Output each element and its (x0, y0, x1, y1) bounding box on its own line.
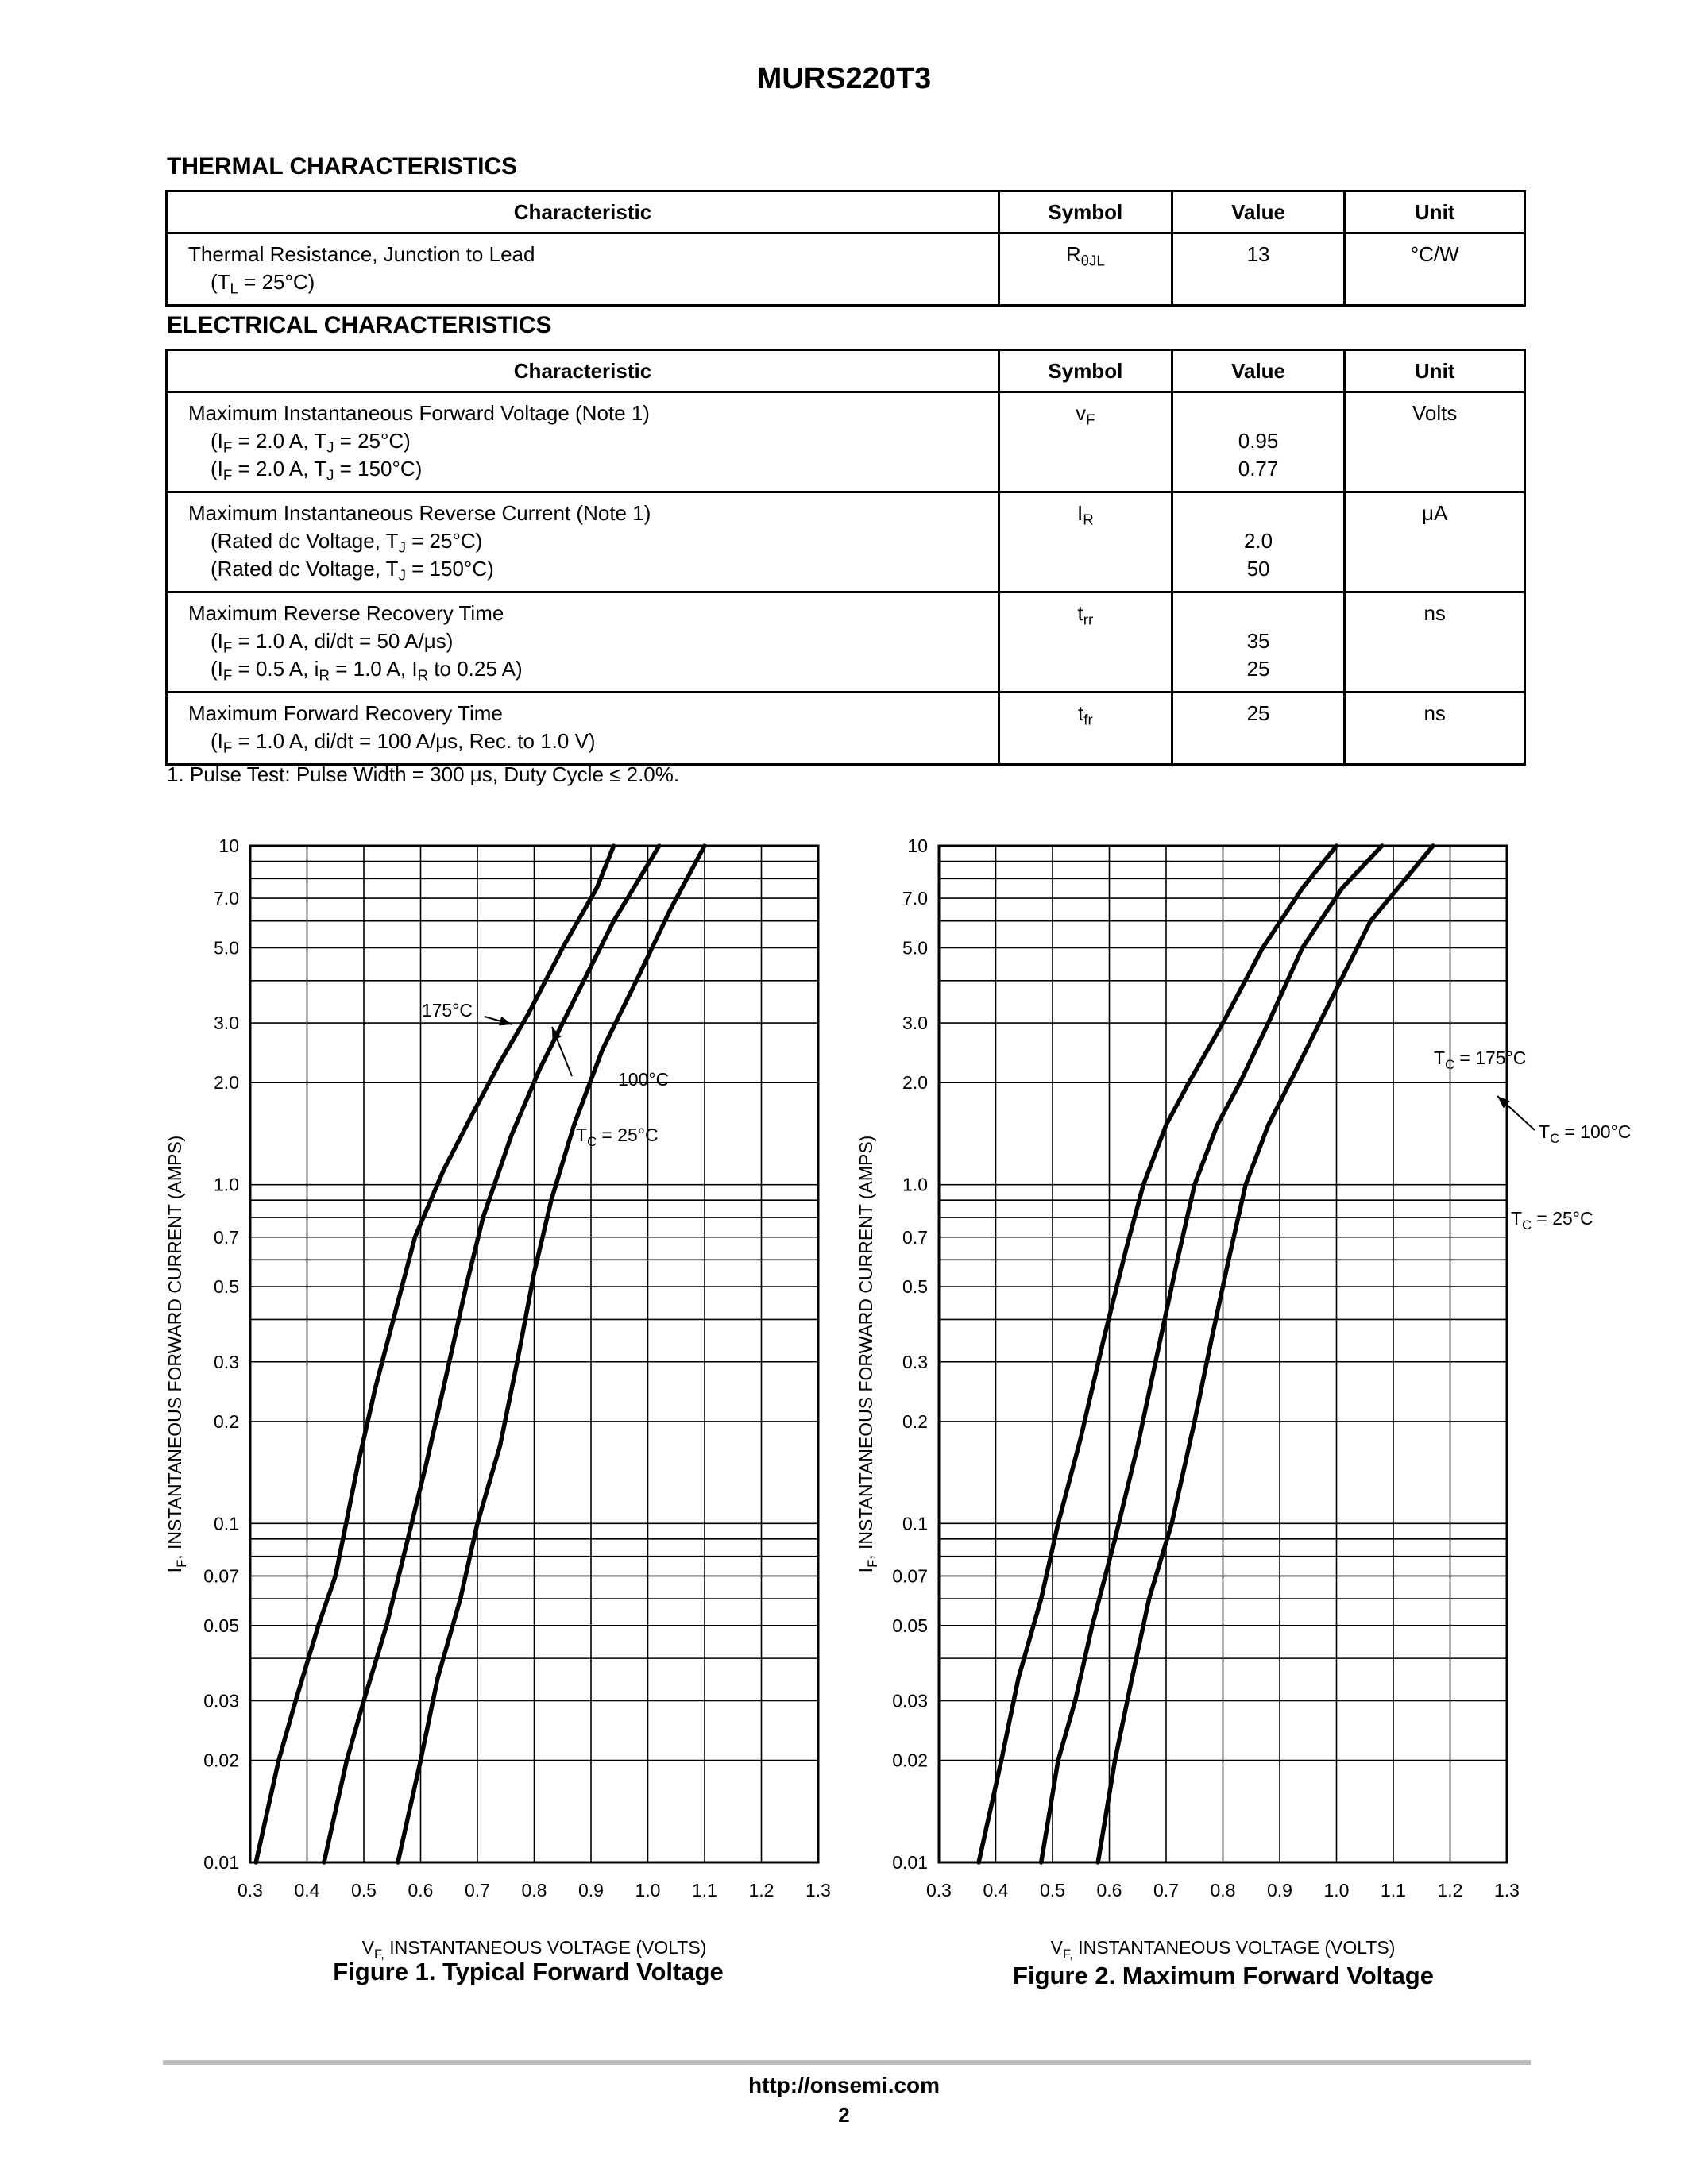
x-tick-label: 0.3 (926, 1880, 952, 1900)
value-cell: 2.0 50 (1172, 492, 1345, 592)
unit-cell: ns (1345, 693, 1525, 765)
y-tick-label: 0.07 (892, 1565, 928, 1587)
y-tick-label: 7.0 (902, 888, 928, 909)
figure-1-caption: Figure 1. Typical Forward Voltage (333, 1958, 724, 1985)
y-tick-label: 0.02 (892, 1750, 928, 1771)
y-tick-label: 5.0 (902, 937, 928, 959)
table-row (167, 592, 1525, 693)
thermal-heading: THERMAL CHARACTERISTICS (167, 153, 518, 179)
series-label: $T_C = 25^\circ C$ (1511, 1208, 1593, 1233)
series-line (324, 846, 659, 1862)
thermal-header-row (167, 191, 1525, 233)
table-row (167, 392, 1525, 492)
series-group (256, 846, 705, 1862)
col-header-symbol: Symbol (999, 350, 1172, 392)
electrical-heading: ELECTRICAL CHARACTERISTICS (167, 312, 552, 338)
series-label: $T_C = 100^\circ C$ (1539, 1121, 1632, 1146)
x-tick-label: 0.5 (1040, 1880, 1065, 1900)
series-label: $T_C = 25^\circ C$ (576, 1125, 659, 1149)
y-tick-label: 0.7 (214, 1226, 239, 1248)
series-label: $T_C = 175^\circ C$ (1434, 1048, 1527, 1072)
symbol-cell: $I_R$ (999, 492, 1172, 592)
x-tick-label: 0.9 (578, 1880, 604, 1900)
characteristic-cell: Maximum Instantaneous Reverse Current (Note 1) (Rated dc Voltage, $T_J = 25^\circ C$) (Rated dc Voltage, $T_J = 150^\circ C$) (167, 492, 999, 592)
page-number: 2 (838, 2103, 850, 2127)
y-tick-label: 0.07 (203, 1565, 239, 1587)
figure-1-chart (159, 822, 842, 1962)
footer-url: http://onsemi.com (747, 2073, 941, 2097)
col-header-value: Value (1172, 191, 1345, 233)
y-tick-label: 2.0 (214, 1072, 239, 1094)
symbol-cell: $R_{\theta JL}$ (999, 233, 1172, 306)
y-axis-label: $I_F$, INSTANTANEOUS FORWARD CURRENT (AMPS) (856, 1135, 880, 1573)
x-tick-label: 0.8 (521, 1880, 547, 1900)
y-tick-label: 0.1 (902, 1513, 928, 1534)
chart-grid (939, 846, 1507, 1862)
x-tick-label: 0.8 (1210, 1880, 1236, 1900)
y-tick-label: 0.2 (214, 1410, 239, 1432)
series-line (1098, 846, 1433, 1862)
y-tick-label: 0.5 (214, 1276, 239, 1298)
y-tick-label: 0.01 (892, 1852, 928, 1873)
electrical-header-row (167, 350, 1525, 392)
y-tick-label: 1.0 (214, 1174, 239, 1195)
value-cell: 13 (1172, 233, 1345, 306)
col-header-value: Value (1172, 350, 1345, 392)
y-tick-label: 0.03 (203, 1690, 239, 1711)
char-condition: $(T_L = 25^\circ C)$ (211, 270, 315, 297)
x-tick-label: 1.1 (692, 1880, 717, 1900)
y-tick-label: 0.05 (203, 1615, 239, 1636)
x-tick-label: 0.9 (1267, 1880, 1292, 1900)
annotations (1434, 1048, 1631, 1233)
col-header-unit: Unit (1345, 191, 1525, 233)
symbol-cell: $v_F$ (999, 392, 1172, 492)
y-tick-label: 0.3 (902, 1351, 928, 1372)
y-tick-label: 1.0 (902, 1174, 928, 1195)
y-axis-label: $I_F$, INSTANTANEOUS FORWARD CURRENT (AMPS) (164, 1135, 189, 1573)
x-axis-label: $V_{F,}$ INSTANTANEOUS VOLTAGE (VOLTS) (1050, 1937, 1396, 1962)
x-tick-label: 0.7 (465, 1880, 490, 1900)
characteristic-cell (167, 233, 999, 306)
x-tick-label: 1.0 (1323, 1880, 1350, 1900)
y-tick-label: 0.01 (203, 1852, 239, 1873)
col-header-unit: Unit (1345, 350, 1525, 392)
y-tick-label: 0.2 (902, 1410, 928, 1432)
symbol-cell: $t_{fr}$ (999, 693, 1172, 765)
x-tick-label: 0.4 (983, 1880, 1009, 1900)
annotations (422, 1000, 669, 1149)
page-title: MURS220T3 (756, 62, 932, 95)
value-cell: 35 25 (1172, 592, 1345, 693)
table-row (167, 492, 1525, 592)
figure-2-chart (850, 822, 1632, 1962)
x-tick-label: 0.7 (1153, 1880, 1179, 1900)
col-header-symbol: Symbol (999, 191, 1172, 233)
x-tick-label: 1.1 (1381, 1880, 1406, 1900)
electrical-table (165, 349, 1526, 766)
x-tick-label: 0.5 (351, 1880, 377, 1900)
y-tick-label: 7.0 (214, 888, 239, 909)
series-label: 100°C (618, 1069, 670, 1090)
y-tick-label: 0.05 (892, 1615, 928, 1636)
y-tick-label: 0.3 (214, 1351, 239, 1372)
y-tick-label: 2.0 (902, 1072, 928, 1094)
value-cell: 0.95 0.77 (1172, 392, 1345, 492)
series-group (979, 846, 1433, 1862)
y-tick-label: 10 (907, 835, 928, 856)
figure-2-caption: Figure 2. Maximum Forward Voltage (1013, 1962, 1434, 1989)
y-tick-label: 0.1 (214, 1513, 239, 1534)
x-tick-label: 0.3 (238, 1880, 263, 1900)
unit-cell: Volts (1345, 392, 1525, 492)
y-tick-label: 5.0 (214, 937, 239, 959)
y-tick-label: 0.5 (902, 1276, 928, 1298)
characteristic-cell: Maximum Forward Recovery Time ($I_F = 1.0$ A, di/dt = 100 A/μs, Rec. to 1.0 V) (167, 693, 999, 765)
x-tick-label: 1.2 (1437, 1880, 1463, 1900)
y-tick-label: 3.0 (214, 1013, 239, 1034)
value-cell: 25 (1172, 693, 1345, 765)
symbol-cell: $t_{rr}$ (999, 592, 1172, 693)
x-tick-label: 0.4 (294, 1880, 320, 1900)
x-tick-label: 0.6 (408, 1880, 434, 1900)
char-main: Thermal Resistance, Junction to Lead (188, 242, 535, 266)
y-tick-label: 0.7 (902, 1226, 928, 1248)
x-tick-label: 1.0 (635, 1880, 661, 1900)
x-tick-label: 1.3 (805, 1880, 831, 1900)
y-tick-label: 10 (218, 835, 239, 856)
unit-cell: °C/W (1345, 233, 1525, 306)
col-header-characteristic: Characteristic (167, 191, 999, 233)
x-axis-label: $V_{F,}$ INSTANTANEOUS VOLTAGE (VOLTS) (361, 1937, 707, 1962)
col-header-characteristic: Characteristic (167, 350, 999, 392)
series-line (256, 846, 613, 1862)
arrow-head (499, 1017, 512, 1026)
x-tick-label: 1.2 (748, 1880, 774, 1900)
series-line (398, 846, 705, 1862)
y-tick-label: 0.03 (892, 1690, 928, 1711)
characteristic-cell: Maximum Reverse Recovery Time ($I_F = 1.0$ A, di/dt = 50 A/μs) ($I_F = 0.5$ A, $i_R = 1.0$ A, $I_R$ to 0.25 A) (167, 592, 999, 693)
y-tick-label: 3.0 (902, 1013, 928, 1034)
unit-cell: ns (1345, 592, 1525, 693)
unit-cell: μA (1345, 492, 1525, 592)
footnote: 1. Pulse Test: Pulse Width = 300 μs, Duty Cycle ≤ 2.0%. (167, 762, 680, 786)
table-row (167, 693, 1525, 765)
x-tick-label: 1.3 (1494, 1880, 1520, 1900)
series-label: 175°C (421, 1000, 473, 1021)
x-tick-label: 0.6 (1096, 1880, 1122, 1900)
thermal-table (165, 190, 1526, 307)
table-row (167, 233, 1525, 306)
footer-divider (163, 2060, 1531, 2065)
y-tick-label: 0.02 (203, 1750, 239, 1771)
characteristic-cell: Maximum Instantaneous Forward Voltage (Note 1) ($I_F = 2.0$ A, $T_J = 25^\circ C$) ($I_F = 2.0$ A, $T_J = 150^\circ C$) (167, 392, 999, 492)
